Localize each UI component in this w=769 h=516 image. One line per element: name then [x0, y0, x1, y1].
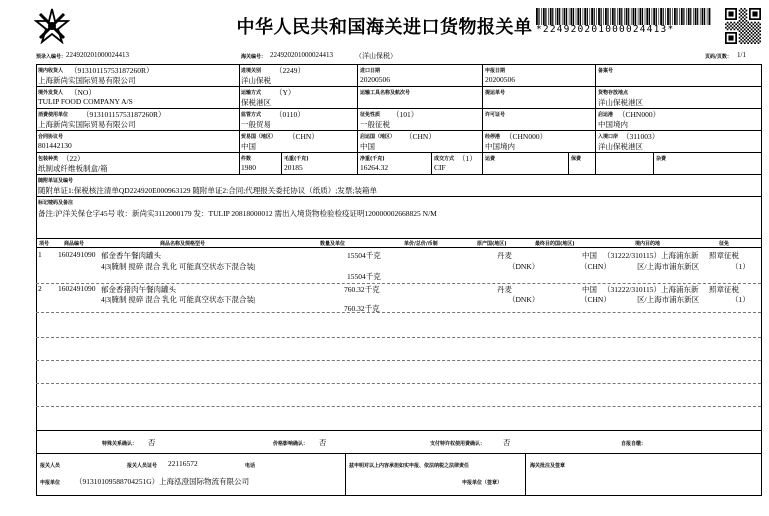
license-label: 许可证号: [485, 112, 506, 118]
col-header-name: 商品名称及规格型号: [160, 241, 206, 247]
consumer-name: 上海新尚实国际贸易有限公司: [38, 120, 136, 129]
col-header-code: 商品编号: [64, 241, 85, 247]
net-weight-label: 净重(千克): [360, 156, 385, 162]
trade-country-code: （CHN）: [288, 132, 319, 141]
consignee-name: 上海新尚实国际贸易有限公司: [38, 76, 136, 85]
entry-customs-label: 进境关别: [241, 68, 262, 74]
levy-code: （101）: [392, 110, 419, 119]
price-impact-value: 否: [319, 438, 327, 447]
storage-place-label: 货物存放地点: [598, 90, 629, 96]
special-relation-value: 否: [148, 438, 156, 447]
insurance-label: 保费: [571, 156, 582, 162]
pieces: 1980: [241, 163, 256, 172]
package-label: 包装种类: [38, 156, 59, 162]
consignee-code: （913101157531872​60R）: [70, 66, 154, 75]
foreign-shipper-name: TULIP FOOD COMPANY A/S: [38, 97, 133, 106]
gross-weight: 20185: [284, 163, 303, 172]
gross-weight-label: 毛重(千克): [284, 156, 309, 162]
consumer-code: （913101157531872​60R）: [82, 110, 166, 119]
transport-name-label: 运输工具名称及航次号: [360, 90, 411, 96]
royalty-label: 支付特许权使用费确认：: [430, 441, 486, 447]
goods-origin: 丹麦: [497, 251, 512, 260]
phone-label: 电话: [245, 463, 256, 469]
deal-mode-name: CIF: [434, 163, 446, 172]
qr-code: [725, 8, 761, 44]
goods-qty-primary: 15504千克: [347, 251, 381, 260]
goods-item-no: 1: [38, 250, 42, 259]
transport-mode-name: 保税港区: [241, 98, 271, 107]
col-header-price: 单价/总价/币制: [404, 241, 438, 247]
col-header-levy: 征免: [719, 241, 730, 247]
goods-name: 郁金香猪肉午餐肉罐头: [101, 285, 176, 294]
page-label: 页码/页数：: [705, 54, 732, 60]
transport-mode-label: 运输方式: [241, 90, 262, 96]
goods-levy: 照章征税: [709, 251, 739, 260]
col-header-destination: 最终目的国(地区): [535, 241, 575, 247]
entry-port-code: （311003）: [622, 132, 660, 141]
origin-country-label: 启运国（地区）: [360, 134, 396, 140]
import-date: 20200506: [360, 75, 390, 84]
foreign-shipper-label: 境外发货人: [38, 90, 64, 96]
customs-note-label: 海关批注及签章: [530, 463, 566, 469]
goods-domestic-dest: （31222/310115）上海浦东新: [603, 251, 699, 260]
origin-country-name: 中国: [360, 142, 375, 151]
goods-destination-code: （CHN）: [580, 295, 611, 304]
col-header-origin: 原产国(地区): [477, 241, 507, 247]
barcode: [536, 8, 711, 25]
consignee-label: 境内收货人: [38, 68, 64, 74]
supervision-code: （0110）: [275, 110, 305, 119]
declare-date: 20200506: [485, 75, 515, 84]
col-header-domestic-dest: 境内目的地: [635, 241, 661, 247]
pre-entry-number: 224920201000024413: [66, 51, 129, 59]
goods-levy-code: （1）: [731, 262, 750, 271]
documents-line: 随附单证1:保税核注清单QD224920E000963129 随附单证2:合同;代理报关委托协议（纸质）;发票;装箱单: [38, 186, 377, 195]
page-value: 1/1: [737, 51, 746, 59]
via-port-name: 中国境内: [485, 142, 515, 151]
package-name: 纸制或纤维板制盒/箱: [38, 164, 108, 173]
declare-date-label: 申报日期: [485, 68, 506, 74]
record-no-label: 备案号: [598, 68, 614, 74]
goods-destination: 中国: [582, 285, 597, 294]
entry-port-label: 入境口岸: [598, 134, 619, 140]
goods-qty-secondary: 15504千克: [347, 272, 381, 281]
departure-port-label: 启运港: [598, 112, 614, 118]
customs-note: （洋山保税）: [355, 52, 397, 60]
contract-label: 合同协议号: [38, 134, 64, 140]
origin-country-code: （CHN）: [405, 132, 436, 141]
barcode-number: *224920201000024413*: [536, 24, 675, 35]
goods-origin-code: （DNK）: [508, 262, 540, 271]
pre-entry-label: 预录入编号：: [36, 54, 67, 60]
freight-label: 运费: [485, 156, 496, 162]
storage-place: 洋山保税港区: [598, 98, 643, 107]
goods-spec: 4|3|腌制 搅碎 混合 乳化 可能真空状态下混合装|: [101, 295, 256, 304]
goods-qty-primary: 760.32千克: [344, 285, 380, 294]
net-weight: 16264.32: [360, 163, 389, 172]
goods-destination-code: （CHN）: [580, 262, 611, 271]
levy-name: 一般征税: [360, 120, 390, 129]
goods-item-no: 2: [38, 284, 42, 293]
supervision-label: 监管方式: [241, 112, 262, 118]
bill-no-label: 提运单号: [485, 90, 506, 96]
goods-origin-code: （DNK）: [508, 295, 540, 304]
trade-country-label: 贸易国（地区）: [241, 134, 277, 140]
misc-fee-label: 杂费: [656, 156, 667, 162]
entry-customs-name: 洋山保税: [241, 76, 271, 85]
col-header-quantity: 数量及单位: [320, 241, 346, 247]
deal-mode-label: 成交方式: [434, 156, 455, 162]
via-port-code: （CHN000）: [505, 132, 548, 141]
goods-spec: 4|3|腌制 搅碎 混合 乳化 可能真空状态下混合装|: [101, 262, 256, 271]
declarant-cert: 22116572: [168, 459, 198, 468]
declarant-label: 报关人员: [40, 463, 61, 469]
goods-domestic-dest-2: 区/上海市浦东新区: [637, 295, 700, 304]
goods-levy-code: （1）: [731, 295, 750, 304]
package-code: （22）: [62, 154, 85, 163]
special-relation-label: 特殊关系确认：: [102, 441, 138, 447]
contract-number: 801442130: [38, 141, 72, 150]
goods-qty-secondary: 760.32千克: [344, 304, 380, 313]
goods-code: 1602491090: [58, 250, 96, 259]
royalty-value: 否: [503, 438, 511, 447]
form-title: 中华人民共和国海关进口货物报关单: [236, 17, 533, 38]
customs-no-label: 海关编号：: [241, 54, 267, 60]
declare-unit-label: 申报单位: [40, 480, 61, 486]
trade-country-name: 中国: [241, 142, 256, 151]
declare-unit-value: （913101095887042​51G）上海泓澄国际物流有限公司: [75, 477, 250, 486]
entry-port-name: 洋山保税港区: [598, 142, 643, 151]
consumer-label: 消费使用单位: [38, 112, 69, 118]
goods-origin: 丹麦: [497, 285, 512, 294]
departure-port-name: 中国境内: [598, 120, 628, 129]
pieces-label: 件数: [241, 156, 252, 162]
marks-label: 标记唛码及备注: [38, 200, 74, 206]
self-pay-label: 自报自缴：: [621, 441, 647, 447]
documents-label: 随附单证及编号: [38, 178, 74, 184]
transport-mode-code: （Y）: [275, 88, 296, 97]
legal-statement: 兹申明对以上内容承担如实申报、依法纳税之法律责任: [349, 463, 470, 469]
price-impact-label: 价格影响确认：: [273, 441, 309, 447]
goods-domestic-dest: （31222/310115）上海浦东新: [603, 285, 699, 294]
declare-unit-sign-label: 申报单位（签章）: [462, 480, 503, 486]
import-date-label: 进口日期: [360, 68, 381, 74]
entry-customs-code: （2249）: [275, 66, 305, 75]
customs-number: 224920201000024413: [270, 51, 333, 59]
goods-code: 1602491090: [58, 284, 96, 293]
departure-port-code: （CHN000）: [618, 110, 661, 119]
foreign-shipper-code: （NO）: [70, 88, 96, 97]
declarant-cert-label: 报关人员证号: [127, 463, 158, 469]
via-port-label: 经停港: [485, 134, 501, 140]
goods-levy: 照章征税: [709, 285, 739, 294]
deal-mode-code: （1）: [458, 154, 477, 163]
marks-line: 备注:沪洋关保仓字45号 收：新尚实3112000179 发：TULIP 20818000012 需出入境货物检验检疫证明120000002668825 N/M: [38, 209, 437, 218]
goods-destination: 中国: [582, 251, 597, 260]
levy-label: 征免性质: [360, 112, 381, 118]
supervision-name: 一般贸易: [241, 120, 271, 129]
goods-domestic-dest-2: 区/上海市浦东新区: [637, 262, 700, 271]
col-header-item-no: 项号: [39, 241, 50, 247]
goods-name: 郁金香午餐肉罐头: [101, 251, 161, 260]
